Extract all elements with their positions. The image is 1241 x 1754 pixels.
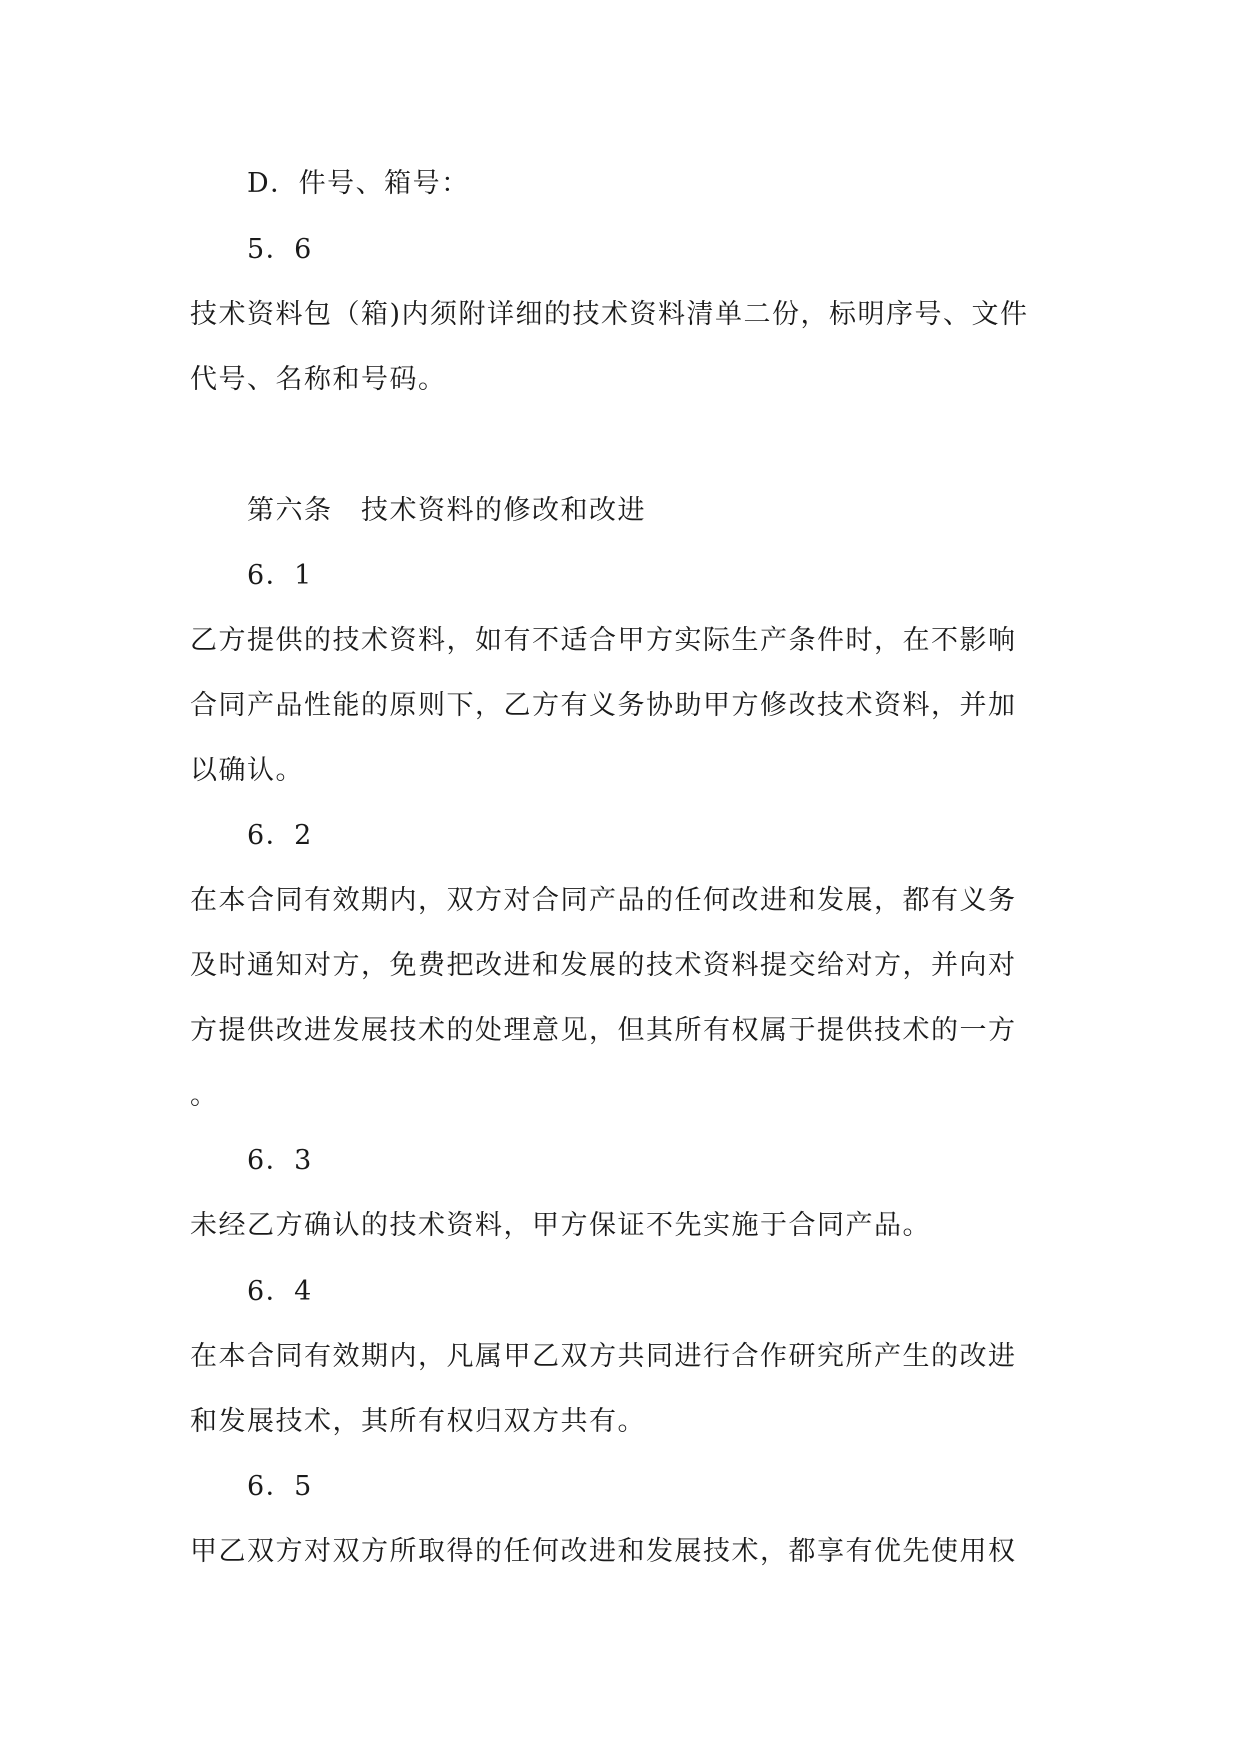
section-6-3-number: 6．3 — [247, 1145, 313, 1176]
section-6-5-number: 6．5 — [247, 1471, 313, 1502]
section-6-4-text-line-2: 和发展技术，其所有权归双方共有。 — [190, 1406, 646, 1437]
section-6-2-text-line-1: 在本合同有效期内，双方对合同产品的任何改进和发展，都有义务 — [190, 885, 1017, 916]
section-5-6-text-line-1: 技术资料包（箱)内须附详细的技术资料清单二份，标明序号、文件 — [190, 299, 1029, 330]
section-6-1-text-line-1: 乙方提供的技术资料，如有不适合甲方实际生产条件时，在不影响 — [190, 625, 1017, 656]
section-6-4-text-line-1: 在本合同有效期内，凡属甲乙双方共同进行合作研究所产生的改进 — [190, 1341, 1017, 1372]
article-6-heading: 第六条 技术资料的修改和改进 — [247, 495, 646, 526]
section-6-4-number: 6．4 — [247, 1276, 313, 1307]
section-6-1-number: 6．1 — [247, 560, 313, 591]
section-5-6-number: 5．6 — [247, 234, 313, 265]
section-6-2-number: 6．2 — [247, 820, 313, 851]
section-6-3-text-line-1: 未经乙方确认的技术资料，甲方保证不先实施于合同产品。 — [190, 1210, 931, 1241]
item-d-line: D．件号、箱号： — [247, 168, 470, 199]
section-5-6-text-line-2: 代号、名称和号码。 — [190, 364, 447, 395]
section-6-1-text-line-2: 合同产品性能的原则下，乙方有义务协助甲方修改技术资料，并加 — [190, 690, 1017, 721]
section-6-2-text-line-2: 及时通知对方，免费把改进和发展的技术资料提交给对方，并向对 — [190, 950, 1017, 981]
section-6-2-text-line-4: 。 — [190, 1080, 219, 1111]
section-6-5-text-line-1: 甲乙双方对双方所取得的任何改进和发展技术，都享有优先使用权 — [190, 1536, 1017, 1567]
section-6-1-text-line-3: 以确认。 — [190, 755, 304, 786]
section-6-2-text-line-3: 方提供改进发展技术的处理意见，但其所有权属于提供技术的一方 — [190, 1015, 1017, 1046]
